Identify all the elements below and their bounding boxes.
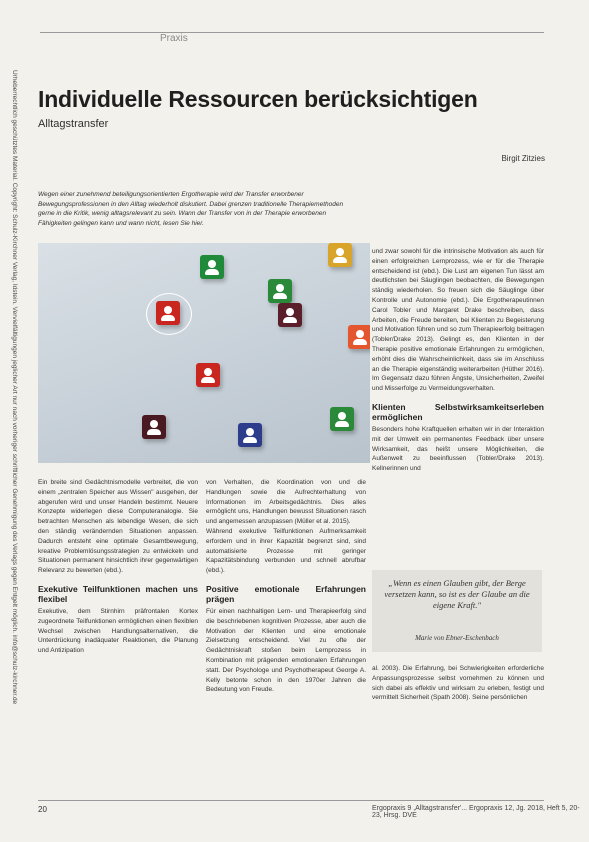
paragraph: Für einen nachhaltigen Lern- und Therapieerfolg sind die beschriebenen kognitiven Prozesse, aber auch die Motivation der Klienten und eine emotionale Zielsetzung entscheidend. Viel zu ofte der Gedächtniskraft stoßen beim Lernprozess in Kombination mit prägenden emotionalen Erfahrungen statt. Der Psychologe und Psychotherapeut George A. Kelly betonte schon in den 1970er Jahren die Bedeutung von Freude. xyxy=(206,607,366,694)
person-cube xyxy=(330,407,354,431)
author-name: Birgit Zitzies xyxy=(501,154,545,163)
header-rule xyxy=(40,32,544,33)
paragraph: Exekutive, dem Stirnhirn präfrontalen Kortex zugeordnete Teilfunktionen ermöglichen einen flexiblen Wechsel zwischen Handlungsalternativen, die Unterdrückung inadäquater Reaktionen, die Planung und Antizipation xyxy=(38,607,198,655)
footer-citation: Ergopraxis 9 ,Alltagstransfer'... Ergopraxis 12, Jg. 2018, Heft 5, 20-23, Hrsg. DVE xyxy=(372,805,580,819)
article-photo xyxy=(38,243,370,463)
pull-quote xyxy=(372,570,542,652)
paragraph: und zwar sowohl für die intrinsische Motivation als auch für einen erfolgreichen Lernprozess, wie er für die Therapie entscheidend ist (ebd.). Die Lust am eigenen Tun lässt am deutlichsten bei Säuglingen beobachten, die Bewegungen ständig wiederholen. So freuen sich die Säuglinge über Kontrolle und Autonomie (ebd.). Die Ergotherapeutinnen Carol Tobler und Margaret Drake beschreiben, dass Arbeiten, die Freude bereiten, bei Klienten zu Begeisterung und Motivation führen und so zum Therapieerfolg beitragen (Tobler/Drake 2013). Gelingt es, den Klienten in der Therapie positive emotionale Erfahrungen zu ermöglichen, erhöht dies die Wahrscheinlichkeit, dass sie im Anschluss an die Therapie eigenständig weiterarbeiten (Hüther 2016). Im Gegensatz dazu führen Ängste, Unsicherheiten, Zweifel und Misserfolge zu Vermeidungsverhalten. xyxy=(372,248,544,393)
person-cube xyxy=(328,243,352,267)
person-cube xyxy=(142,415,166,439)
article-title: Individuelle Ressourcen berücksichtigen xyxy=(38,86,478,112)
page-number: 20 xyxy=(38,805,47,814)
paragraph: von Verhalten, die Koordination von und die Handlungen sowie die Aufrechterhaltung von Informationen im Arbeitsgedächtnis. Dies alles ermöglicht uns, Handlungen bewusst Situationen rasch und angemessen anzupassen (Müller et al. 2015). xyxy=(206,479,366,526)
copyright-sidebar xyxy=(6,70,18,810)
person-cube xyxy=(348,325,370,349)
person-cube xyxy=(156,301,180,325)
quote-attribution: Marie von Ebner-Eschenbach xyxy=(415,634,499,642)
column-2 xyxy=(206,478,366,695)
paragraph: al. 2003). Die Erfahrung, bei Schwierigkeiten erforderliche Anpassungsprozesse selbst vornehmen zu können und sich dabei als effektiv und wirksam zu erleben, festigt und vermittelt Sicherheit (Spath 2008). Seine persönlichen xyxy=(372,665,544,702)
article-intro: Wegen einer zunehmend beteiligungsorientierten Ergotherapie wird der Transfer erworbener Bewegungsprofessionen in den Alltag wiederholt diskutiert. Dabei grenzen traditionelle Therapiemethoden gerne in die Kritik, wenig alltagsrelevant zu sein. Wann der Transfer von in der Therapie erworbenen Fähigkeiten gelingen kann und wann nicht, lesen Sie hier. xyxy=(38,191,344,227)
person-cube xyxy=(200,255,224,279)
section-heading: Klienten Selbstwirksamkeitserleben ermöglichen xyxy=(372,401,544,422)
paragraph: Besonders hohe Kraftquellen erhalten wir in der Interaktion mit der Umwelt ein permanentes Feedback über unsere Wirksamkeit, das heißt unsere Möglichkeiten, die Außenwelt zu beeinflussen (Tobler/Drake 2013). Kellnerinnen und xyxy=(372,425,544,473)
paragraph: Ein breite sind Gedächtnismodelle verbreitet, die von einem „zentralen Speicher aus Wissen" ausgehen, der abgerufen wird und unser Handeln bestimmt. Neuere Konzepte widerlegen diese Computeranalogie. Sie betrachten Menschen als lebendige Wesen, die sich den ständig verändernden Situationen anpassen. Dadurch entsteht eine optimale Gesamtbewegung, kreative Problemlösungsstrategien zu entwickeln und Situationen permanent hinsichtlich ihrer gegenwärtigen Relevanz zu bewerten (ebd.). xyxy=(38,479,198,575)
person-cube xyxy=(238,423,262,447)
section-label: Praxis xyxy=(160,33,188,44)
column-3-continued xyxy=(372,664,544,703)
column-1 xyxy=(38,478,198,656)
section-heading: Positive emotionale Erfahrungen prägen xyxy=(206,583,366,604)
quote-text: „Wenn es einen Glauben gibt, der Berge versetzen kann, so ist es der Glaube an die eigene Kraft." xyxy=(384,578,530,610)
column-3 xyxy=(372,247,544,474)
footer-rule xyxy=(38,800,544,801)
person-cube xyxy=(278,303,302,327)
copyright-notice: Urheberrechtlich geschütztes Material. Copyright: Schulz-Kirchner Verlag, Idstein. Vervielfältigungen jeglicher Art nur nach vorheriger schriftlicher Genehmigung des Verlags gegen Entgelt möglich. info@schulz-kirchner.de xyxy=(11,70,18,705)
person-cube xyxy=(196,363,220,387)
article-subtitle: Alltagstransfer xyxy=(38,118,109,130)
section-heading: Exekutive Teilfunktionen machen uns flexibel xyxy=(38,583,198,604)
paragraph: Während exekutive Teilfunktionen Aufmerksamkeit erfordern und in ihrer Kapazität begrenzt sind, sind automatisierte Prozesse mit geringer Kapazitätsbindung verbunden und schnell abrufbar (ebd.). xyxy=(206,527,366,575)
person-cube xyxy=(268,279,292,303)
